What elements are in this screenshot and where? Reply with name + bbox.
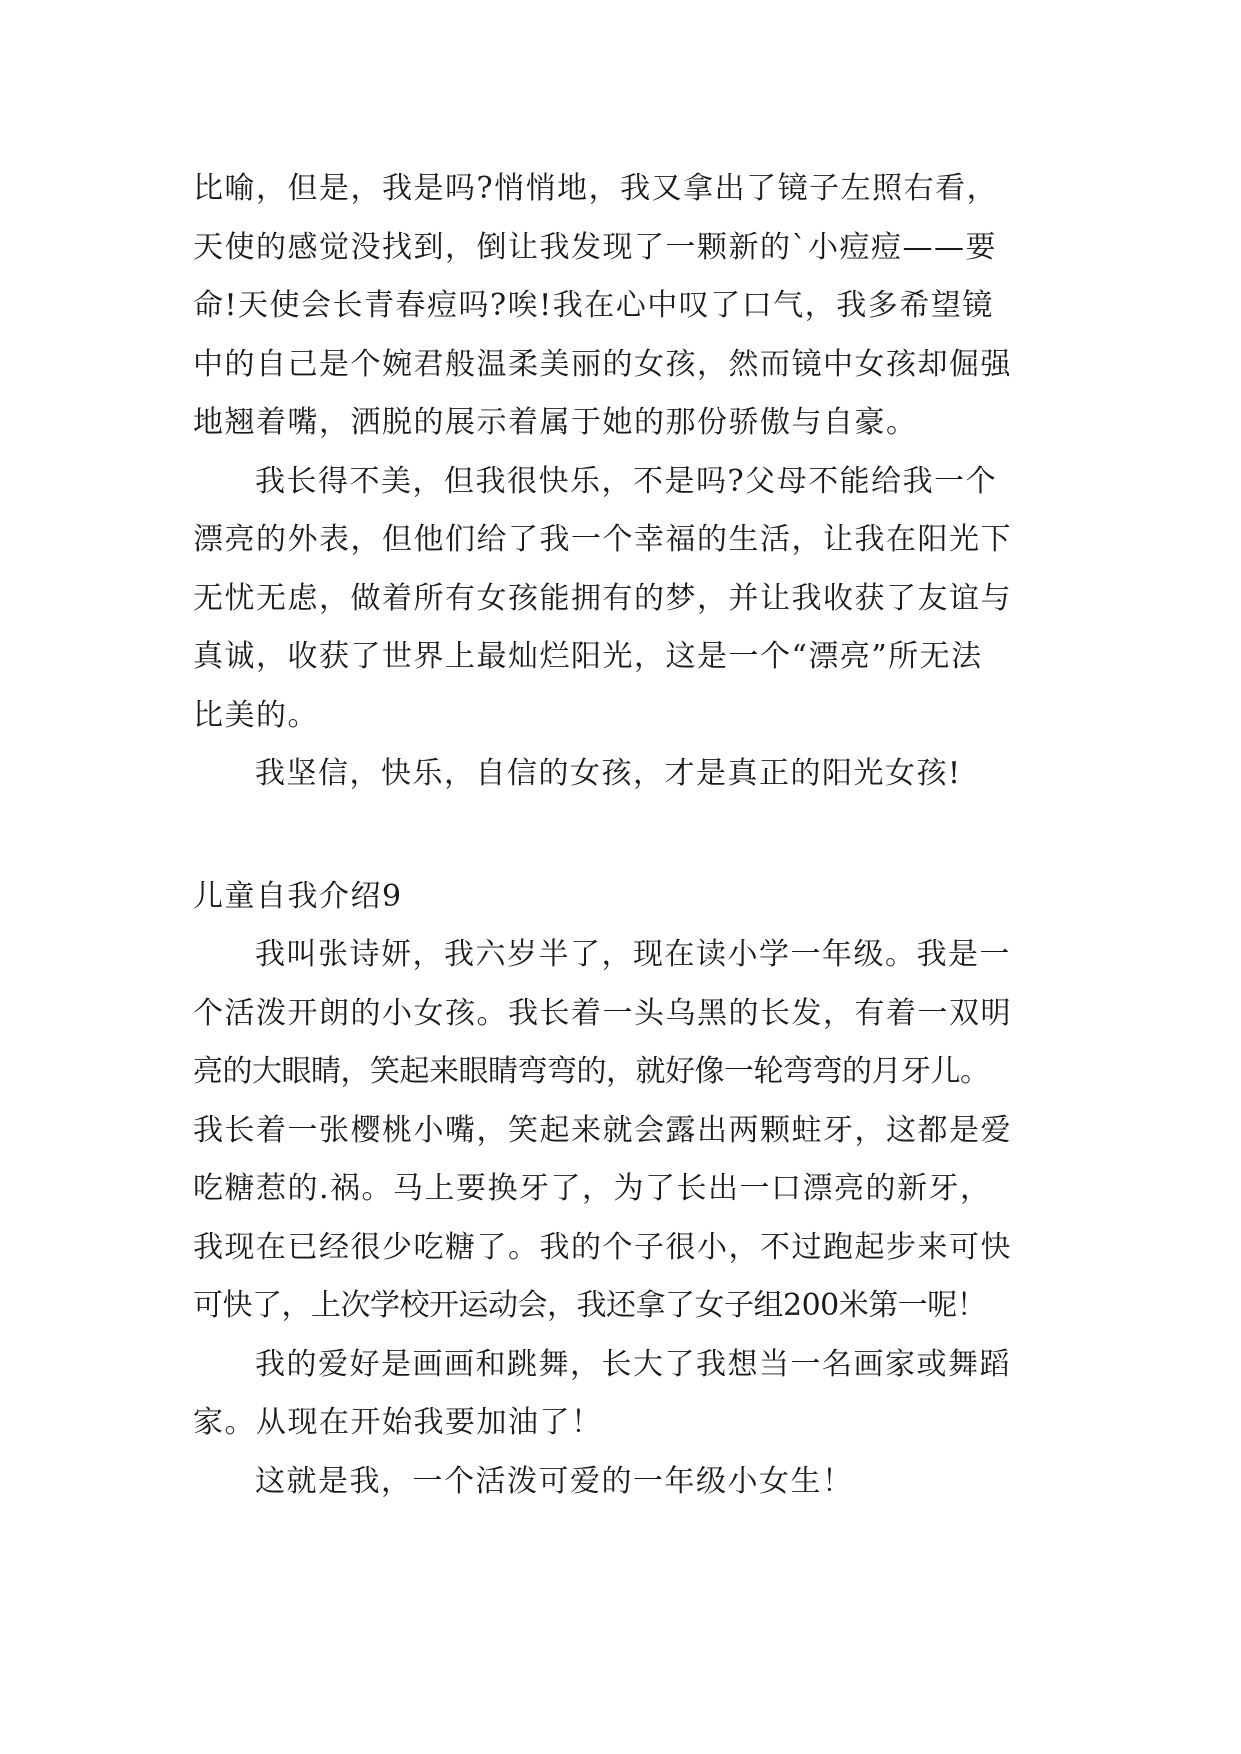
text-line: 我的爱好是画画和跳舞，长大了我想当一名画家或舞蹈 (255, 1346, 1011, 1382)
text-line: 比喻，但是，我是吗?悄悄地，我又拿出了镜子左照右看， (193, 171, 999, 206)
paragraph (193, 1336, 1053, 1453)
text-line: 天使的感觉没找到，倒让我发现了一颗新的`小痘痘——要 (193, 229, 997, 265)
text-line: 无忧无虑，做着所有女孩能拥有的梦，并让我收获了友谊与 (193, 580, 1012, 616)
paragraph (193, 745, 1053, 804)
text-line: 我长着一张樱桃小嘴，笑起来就会露出两颗蛀牙，这都是爱 (193, 1112, 1012, 1148)
text-line: 地翘着嘴，洒脱的展示着属于她的那份骄傲与自豪。 (193, 405, 918, 440)
text-line: 比美的。 (193, 697, 319, 733)
text-line: 我叫张诗妍，我六岁半了，现在读小学一年级。我是一 (255, 937, 1011, 972)
text-line: 可快了，上次学校开运动会，我还拿了女子组200米第一呢！ (193, 1288, 987, 1323)
text-line: 亮的大眼睛，笑起来眼睛弯弯的，就好像一轮弯弯的月牙儿。 (193, 1054, 990, 1089)
paragraph (193, 926, 1053, 1336)
text-line: 真诚，收获了世界上最灿烂阳光，这是一个“漂亮”所无法 (193, 639, 983, 674)
text-line: 家。从现在开始我要加油了！ (193, 1405, 603, 1440)
document-page (193, 160, 1053, 1511)
text-line: 这就是我，一个活泼可爱的一年级小女生！ (255, 1463, 854, 1499)
paragraph (193, 160, 1053, 453)
text-line: 命!天使会长青春痘吗?唉!我在心中叹了口气，我多希望镜 (193, 288, 994, 323)
paragraph (193, 453, 1053, 746)
section-gap (193, 804, 1053, 868)
text-line: 个活泼开朗的小女孩。我长着一头乌黑的长发，有着一双明 (193, 995, 1012, 1031)
text-line: 漂亮的外表，但他们给了我一个幸福的生活，让我在阳光下 (193, 522, 1012, 557)
text-line: 我现在已经很少吃糖了。我的个子很小，不过跑起步来可快 (193, 1229, 1012, 1265)
paragraph (193, 1453, 1053, 1512)
text-line: 吃糖惹的.祸。马上要换牙了，为了长出一口漂亮的新牙， (193, 1171, 992, 1206)
text-line: 我长得不美，但我很快乐，不是吗?父母不能给我一个 (255, 463, 998, 499)
text-line: 我坚信，快乐，自信的女孩，才是真正的阳光女孩! (255, 756, 962, 791)
section-heading: 儿童自我介绍9 (193, 878, 403, 914)
text-line: 中的自己是个婉君般温柔美丽的女孩，然而镜中女孩却倔强 (193, 346, 1012, 382)
